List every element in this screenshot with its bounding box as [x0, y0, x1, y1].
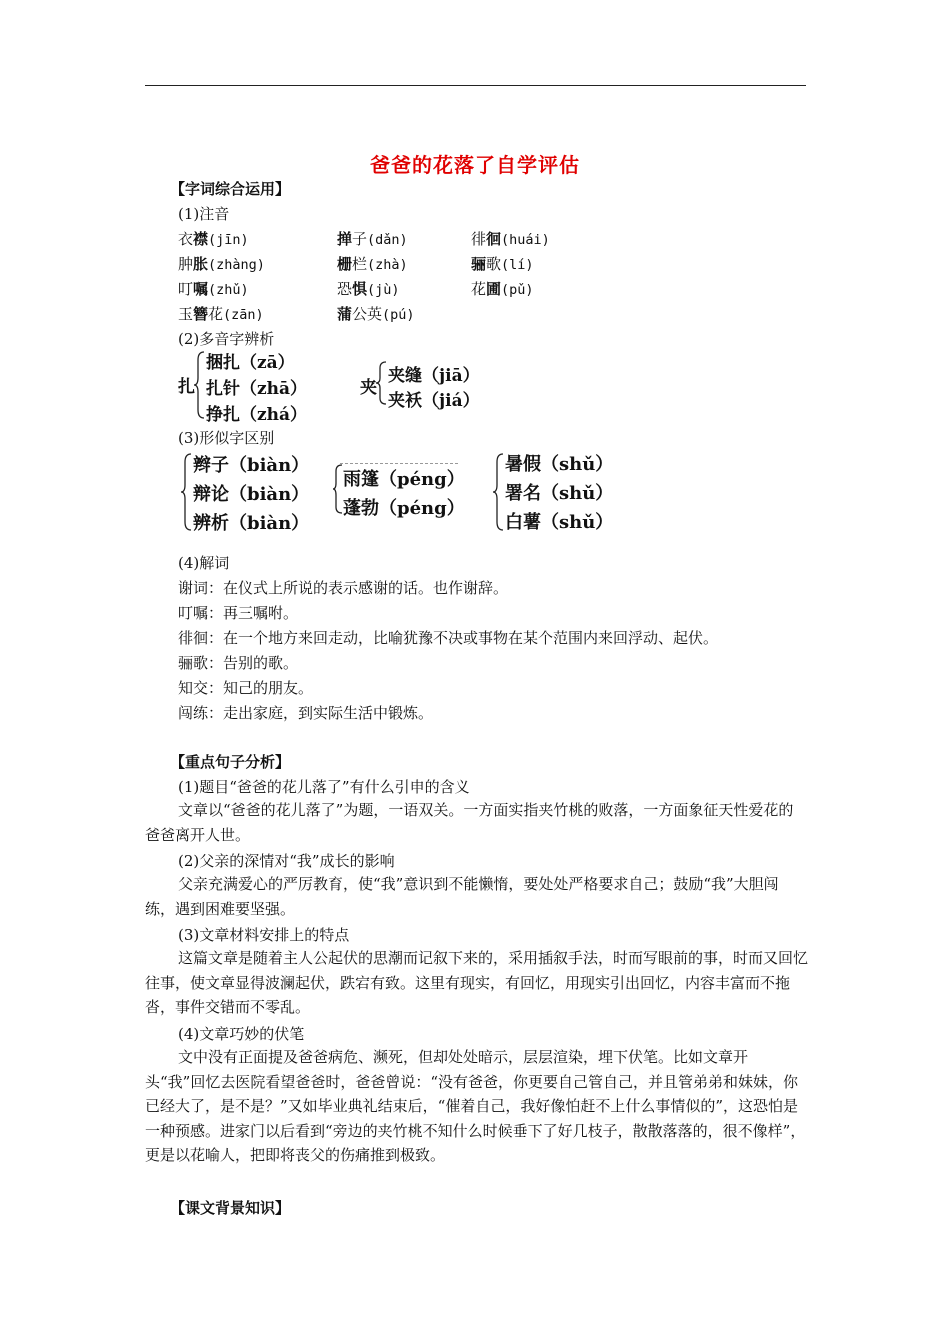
pronunciation-bold: 蒲: [337, 305, 353, 323]
pronunciation-pre: 肿: [178, 255, 194, 273]
polyphone-item: 捆扎（zā）: [206, 353, 295, 373]
pronunciation-py: (zān): [223, 307, 264, 323]
pronunciation-pre: 叮: [178, 280, 194, 298]
pronunciation-item: [178, 228, 249, 249]
brace-icon: [193, 350, 207, 420]
section-heading-sentences: 【重点句子分析】: [170, 753, 291, 771]
analysis-paragraph: 父亲充满爱心的严厉教育，使“我”意识到不能懒惰，要处处严格要求自己；鼓励“我”大胆闯练，遇到困难要坚强。: [145, 875, 779, 918]
similar-item: 署名（shǔ）: [505, 483, 614, 504]
pronunciation-item: [337, 303, 415, 324]
definition-item: 叮嘱：再三嘱咐。: [178, 604, 299, 622]
polyphone-heading: (2)多音字辨析: [178, 330, 275, 348]
analysis-label: (2)父亲的深情对“我”成长的影响: [178, 852, 395, 870]
pronunciation-py: (jīn): [208, 232, 249, 248]
pronunciation-py: (zhǔ): [208, 282, 249, 298]
analysis-label: (3)文章材料安排上的特点: [178, 926, 350, 944]
pronunciation-bold: 徊: [486, 230, 502, 248]
similar-item: 雨篷（péng）: [343, 469, 465, 490]
pronunciation-py: (zhàng): [208, 257, 265, 273]
definition-item: 徘徊：在一个地方来回走动，比喻犹豫不决或事物在某个范围内来回浮动、起伏。: [178, 629, 719, 647]
pronunciation-item: [471, 253, 534, 274]
pronunciation-py: (lí): [501, 257, 534, 273]
pronunciation-post: 花: [208, 305, 224, 323]
brace-icon: [492, 452, 506, 532]
pronunciation-pre: 花: [471, 280, 487, 298]
pronunciation-bold: 栅: [337, 255, 353, 273]
pronunciation-bold: 簪: [193, 305, 209, 323]
pronunciation-pre: 恐: [337, 280, 353, 298]
polyphone-item: 夹缝（jiā）: [388, 366, 480, 386]
similar-item: 辨析（biàn）: [193, 513, 310, 534]
pronunciation-bold: 胀: [193, 255, 209, 273]
polyphone-item: 挣扎（zhá）: [206, 405, 308, 425]
pronunciation-item: [471, 278, 534, 299]
pronunciation-item: [337, 228, 408, 249]
pronunciation-pre: 徘: [471, 230, 487, 248]
pronunciation-py: (huái): [501, 232, 550, 248]
polyphone-item: 扎针（zhā）: [206, 379, 308, 399]
brace-icon: [375, 360, 389, 406]
similar-item: 暑假（shǔ）: [505, 454, 614, 475]
pronunciation-item: [178, 253, 265, 274]
similar-heading: (3)形似字区别: [178, 429, 275, 447]
pronunciation-py: (zhà): [367, 257, 408, 273]
pronunciation-item: [337, 253, 408, 274]
analysis-label: (1)题目“爸爸的花儿落了”有什么引申的含义: [178, 778, 470, 796]
pronunciation-heading: (1)注音: [178, 205, 230, 223]
similar-item: 蓬勃（péng）: [343, 498, 465, 519]
pronunciation-post: 歌: [486, 255, 502, 273]
pronunciation-item: [178, 303, 264, 324]
pronunciation-post: 子: [352, 230, 368, 248]
analysis-paragraph: 文中没有正面提及爸爸病危、濒死，但却处处暗示，层层渲染，埋下伏笔。比如文章开头“我”回忆去医院看望爸爸时，爸爸曾说：“没有爸爸，你更要自己管自己，并且管弟弟和妹妹，你已经大了，是不是？”又如毕业典礼结束后，“催着自己，我好像怕赶不上什么事情似的”，这恐怕是一种预感。进家门以后看到“旁边的夹竹桃不知什么时候垂下了好几枝子，散散落落的，很不像样”，更是以花喻人，把即将丧父的伤痛推到极致。: [145, 1048, 806, 1164]
section-heading-background: 【课文背景知识】: [170, 1199, 291, 1217]
polyphone-char-1: 扎: [178, 377, 195, 397]
pronunciation-py: (pú): [382, 307, 415, 323]
pronunciation-bold: 惧: [352, 280, 368, 298]
definition-item: 闯练：走出家庭，到实际生活中锻炼。: [178, 704, 434, 722]
pronunciation-pre: 衣: [178, 230, 194, 248]
divider: [340, 463, 458, 464]
pronunciation-py: (pǔ): [501, 282, 534, 298]
pronunciation-bold: 掸: [337, 230, 353, 248]
pronunciation-pre: 玉: [178, 305, 194, 323]
definition-item: 骊歌：告别的歌。: [178, 654, 299, 672]
definitions-heading: (4)解词: [178, 554, 230, 572]
definition-item: 知交：知己的朋友。: [178, 679, 314, 697]
pronunciation-post: 公英: [352, 305, 383, 323]
polyphone-item: 夹袄（jiá）: [388, 391, 480, 411]
pronunciation-bold: 襟: [193, 230, 209, 248]
analysis-paragraph: 文章以“爸爸的花儿落了”为题，一语双关。一方面实指夹竹桃的败落，一方面象征天性爱花的爸爸离开人世。: [145, 801, 794, 844]
pronunciation-post: 栏: [352, 255, 368, 273]
section-heading-words: 【字词综合运用】: [170, 180, 291, 198]
pronunciation-item: [471, 228, 550, 249]
definition-item: 谢词：在仪式上所说的表示感谢的话。也作谢辞。: [178, 579, 509, 597]
pronunciation-bold: 嘱: [193, 280, 209, 298]
analysis-label: (4)文章巧妙的伏笔: [178, 1025, 305, 1043]
pronunciation-py: (jù): [367, 282, 400, 298]
polyphone-char-2: 夹: [360, 378, 377, 398]
pronunciation-item: [337, 278, 400, 299]
pronunciation-bold: 圃: [486, 280, 502, 298]
pronunciation-bold: 骊: [471, 255, 487, 273]
analysis-paragraph: 这篇文章是随着主人公起伏的思潮而记叙下来的，采用插叙手法，时而写眼前的事，时而又回忆往事，使文章显得波澜起伏，跌宕有致。这里有现实，有回忆，用现实引出回忆，内容丰富而不拖沓，事件交错而不零乱。: [145, 949, 809, 1016]
similar-item: 辩论（biàn）: [193, 484, 310, 505]
similar-item: 白薯（shǔ）: [505, 512, 614, 533]
brace-icon: [180, 452, 194, 532]
page-title: 爸爸的花落了自学评估: [370, 153, 580, 177]
header-rule: [145, 85, 806, 86]
pronunciation-item: [178, 278, 249, 299]
pronunciation-py: (dǎn): [367, 232, 408, 248]
similar-item: 辫子（biàn）: [193, 455, 310, 476]
